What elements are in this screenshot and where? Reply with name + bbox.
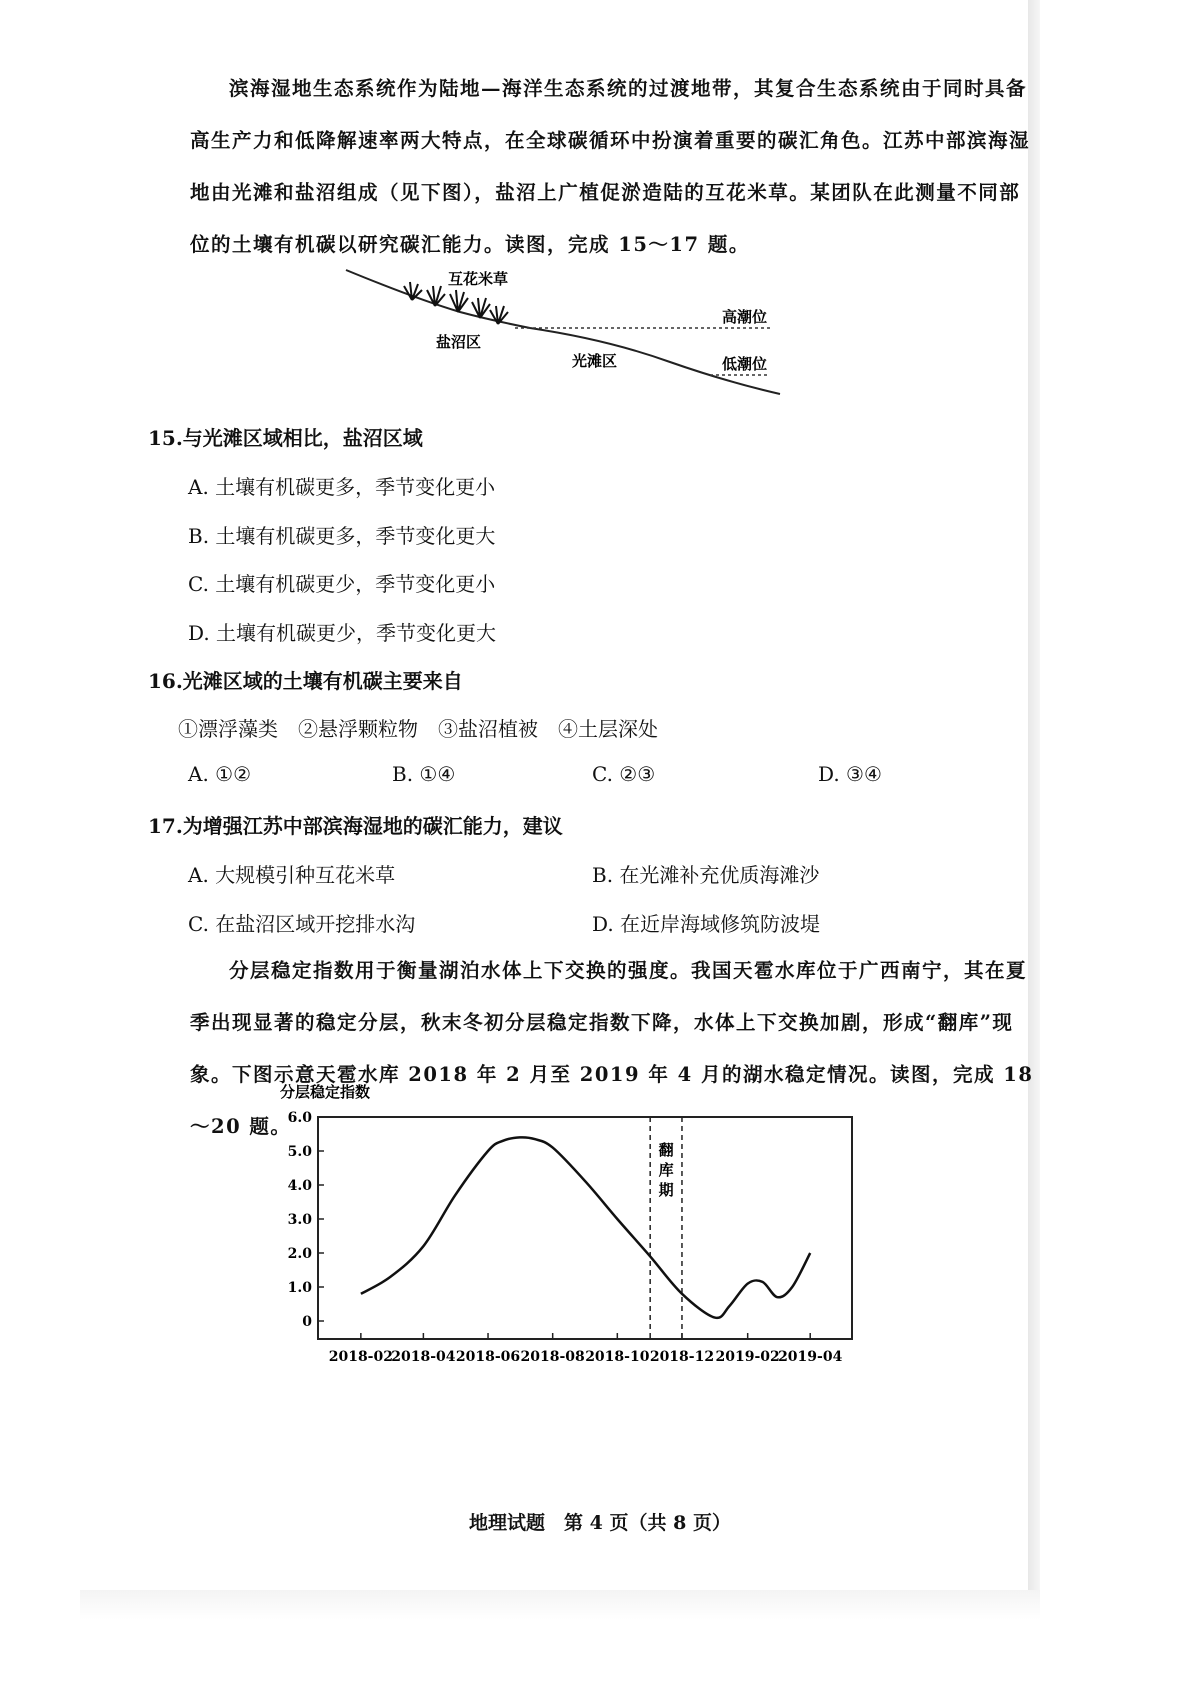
question-16-stem: 16.光滩区域的土壤有机碳主要来自 xyxy=(148,669,463,693)
question-15-stem: 15.与光滩区域相比，盐沼区域 xyxy=(148,426,423,450)
y-tick-label: 1.0 xyxy=(287,1280,312,1296)
plot-frame xyxy=(318,1117,852,1339)
q16-option-d[interactable]: D. ③④ xyxy=(818,762,882,786)
y-tick-label: 5.0 xyxy=(287,1144,312,1160)
label-salt-marsh: 盐沼区 xyxy=(436,333,482,351)
bottom-shadow xyxy=(80,1590,1040,1620)
overturn-annotation-char: 翻 xyxy=(658,1141,674,1159)
x-tick-label: 2018-04 xyxy=(391,1349,456,1365)
x-tick-label: 2018-10 xyxy=(585,1349,650,1365)
stability-index-chart xyxy=(270,1075,880,1370)
q15-option-c[interactable]: C. 土壤有机碳更少，季节变化更小 xyxy=(188,572,496,596)
passage-reservoir: 分层稳定指数用于衡量湖泊水体上下交换的强度。我国天雹水库位于广西南宁，其在夏季出现显著的稳定分层，秋末冬初分层稳定指数下降，水体上下交换加剧，形成“翻库”现象。下图示意天雹水库 2018 年 2 月至 2019 年 4 月的湖水稳定情况。读图，完成 18～20 题。 xyxy=(190,959,1034,1138)
x-tick-label: 2019-04 xyxy=(778,1349,843,1365)
q17-option-d[interactable]: D. 在近岸海域修筑防波堤 xyxy=(592,912,821,936)
q15-option-d[interactable]: D. 土壤有机碳更少，季节变化更大 xyxy=(188,621,497,645)
wetland-diagram xyxy=(340,262,790,407)
x-tick-label: 2018-12 xyxy=(649,1349,715,1365)
cordgrass-plants xyxy=(404,282,508,324)
q16-items: ①漂浮藻类 ②悬浮颗粒物 ③盐沼植被 ④土层深处 xyxy=(178,717,658,741)
q17-option-c[interactable]: C. 在盐沼区域开挖排水沟 xyxy=(188,912,416,936)
q16-option-a[interactable]: A. ①② xyxy=(188,762,252,786)
q16-option-c[interactable]: C. ②③ xyxy=(592,762,656,786)
x-tick-label: 2018-02 xyxy=(328,1349,393,1365)
page-footer: 地理试题 第 4 页（共 8 页） xyxy=(469,1512,731,1534)
q16-option-b[interactable]: B. ①④ xyxy=(392,762,456,786)
q15-option-b[interactable]: B. 土壤有机碳更多，季节变化更大 xyxy=(188,524,496,548)
question-17-stem: 17.为增强江苏中部滨海湿地的碳汇能力，建议 xyxy=(148,814,563,838)
label-low-tide: 低潮位 xyxy=(722,355,768,373)
q15-option-a[interactable]: A. 土壤有机碳更多，季节变化更小 xyxy=(188,475,496,499)
x-tick-label: 2018-06 xyxy=(455,1349,521,1365)
series-line-stability xyxy=(361,1137,810,1318)
overturn-annotation-char: 期 xyxy=(658,1181,674,1199)
q17-option-b[interactable]: B. 在光滩补充优质海滩沙 xyxy=(592,863,820,887)
q17-option-a[interactable]: A. 大规模引种互花米草 xyxy=(188,863,396,887)
y-tick-label: 0 xyxy=(302,1314,312,1330)
overturn-annotation-char: 库 xyxy=(658,1161,674,1179)
passage-wetland: 滨海湿地生态系统作为陆地—海洋生态系统的过渡地带，其复合生态系统由于同时具备高生产力和低降解速率两大特点，在全球碳循环中扮演着重要的碳汇角色。江苏中部滨海湿地由光滩和盐沼组成（见下图），盐沼上广植促淤造陆的互花米草。某团队在此测量不同部位的土壤有机碳以研究碳汇能力。读图，完成 15～17 题。 xyxy=(190,77,1031,256)
y-tick-label: 2.0 xyxy=(287,1246,312,1262)
label-mudflat: 光滩区 xyxy=(572,352,618,370)
y-tick-label: 6.0 xyxy=(287,1110,312,1126)
y-tick-label: 4.0 xyxy=(287,1178,312,1194)
label-high-tide: 高潮位 xyxy=(722,308,768,326)
x-tick-label: 2018-08 xyxy=(520,1349,585,1365)
y-axis-title: 分层稳定指数 xyxy=(280,1083,371,1101)
label-cordgrass: 互花米草 xyxy=(448,270,509,288)
x-tick-label: 2019-02 xyxy=(715,1349,780,1365)
y-tick-label: 3.0 xyxy=(287,1212,312,1228)
